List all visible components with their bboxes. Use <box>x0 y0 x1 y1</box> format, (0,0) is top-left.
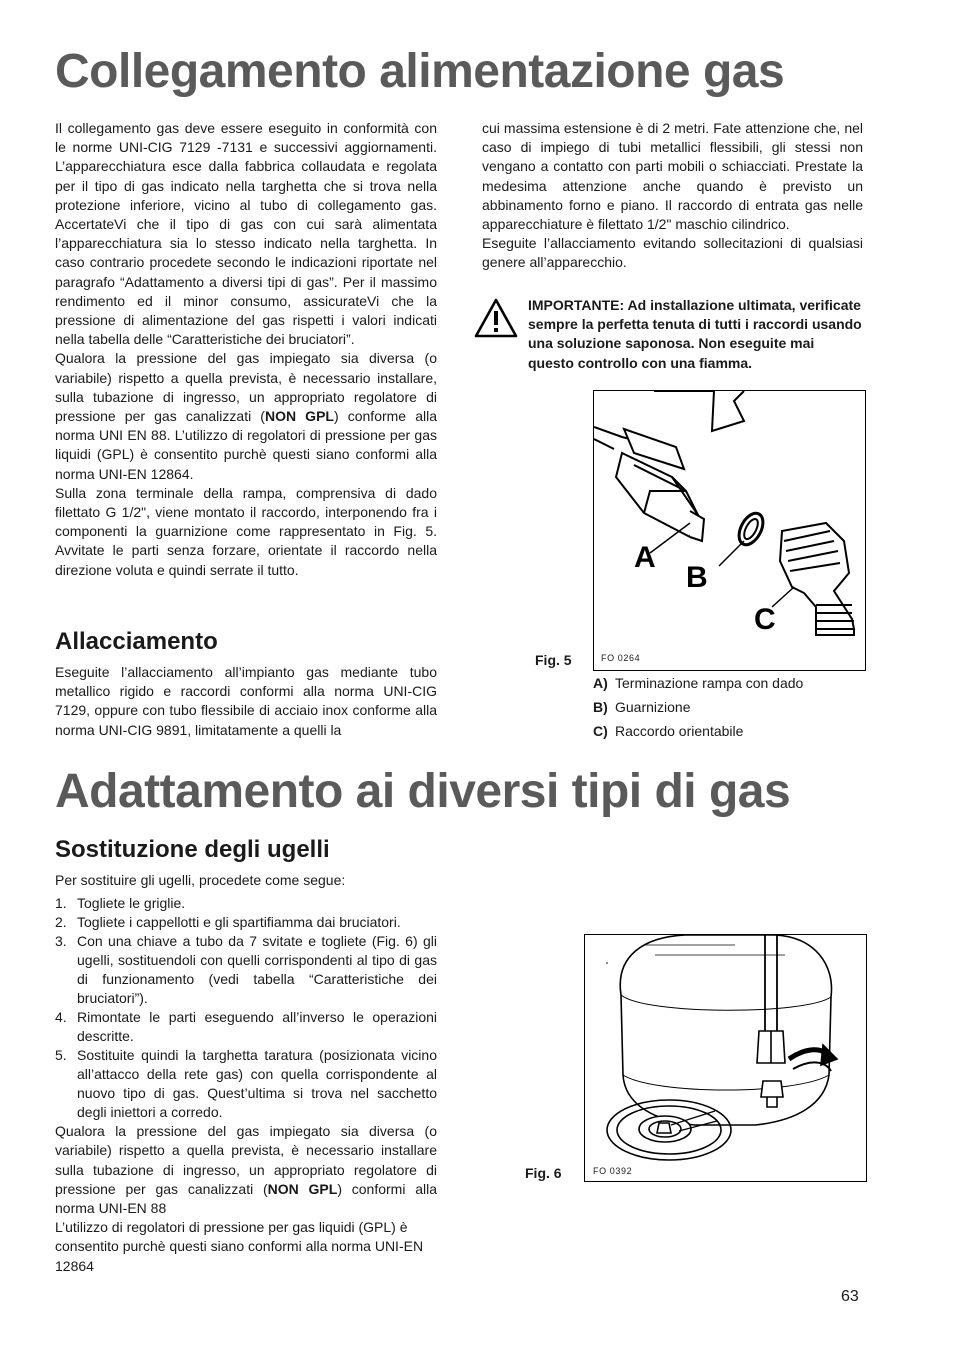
section-title-gas-connection: Collegamento alimentazione gas <box>55 45 785 98</box>
list-item: 5. Sostituite quindi la targhetta taratura (posizionata vicino all’attacco della rete gas) con quella corrispondente al nuovo tipo di gas. Quest’ultima si trova nel sacchetto degli iniettori a corredo. <box>55 1047 437 1121</box>
list-item: 3. Con una chiave a tubo da 7 svitate e togliete (Fig. 6) gli ugelli, sostituendoli con quelli corrispondenti al tipo di gas di funzionamento (vedi tabella “Caratteristiche dei bruciatori”). <box>55 933 437 1007</box>
list-item: 1. Togliete le griglie. <box>55 895 186 912</box>
paragraph-flex-hose: cui massima estensione è di 2 metri. Fate attenzione che, nel caso di impiego di tubi metallici flessibili, gli stessi non vengano a contatto con parti mobili o schiacciati. Prestate la medesima attenzione anche quando è previsto un abbinamento forno e piano. Il raccordo di entrata gas nelle apparecchiature è filettato 1/2" maschio cilindrico. <box>482 120 863 233</box>
page-number: 63 <box>841 1288 859 1305</box>
legend-item: B) Guarnizione <box>593 699 691 715</box>
legend-item: C) Raccordo orientabile <box>593 723 744 739</box>
subsection-title-nozzles: Sostituzione degli ugelli <box>55 836 330 863</box>
figure-6 <box>584 934 867 1182</box>
paragraph-allacciamento: Eseguite l’allacciamento all’impianto gas mediante tubo metallico rigido e raccordi conformi alla norma UNI-CIG 7129, oppure con tubo flessibile di acciaio inox conforme alla norma UNI-CIG 9891, limitatamente a quelli la <box>55 664 437 738</box>
paragraph-gpl: L’utilizzo di regolatori di pressione per gas liquidi (GPL) è consentito purchè questi siano conformi alla norma UNI-EN 12864 <box>55 1219 424 1274</box>
legend-item: A) Terminazione rampa con dado <box>593 675 804 691</box>
allacciamento-body <box>55 663 437 740</box>
nozzle-removal-illustration <box>585 935 866 1181</box>
steps-list <box>55 894 437 1122</box>
warning-text: IMPORTANTE: Ad installazione ultimata, verificate sempre la perfetta tenuta di tutti i raccordi usando una soluzione saponosa. Non eseguite mai questo controllo con una fiamma. <box>528 297 862 371</box>
left-column <box>55 119 437 580</box>
fig5-part-c: C <box>754 603 776 636</box>
section-title-gas-adaptation: Adattamento ai diversi tipi di gas <box>55 765 791 818</box>
figure-5 <box>593 390 866 671</box>
gas-fitting-illustration <box>594 391 865 670</box>
right-column <box>482 119 863 273</box>
paragraph-nozzles-intro: Per sostituire gli ugelli, procedete come segue: <box>55 872 346 888</box>
fig5-part-a: A <box>634 541 656 574</box>
list-item: 2. Togliete i cappellotti e gli spartifiamma dai bruciatori. <box>55 914 401 931</box>
list-item: 4. Rimontate le parti eseguendo all’inverso le operazioni descritte. <box>55 1009 437 1045</box>
fig6-label: Fig. 6 <box>525 1165 562 1181</box>
fig5-legend <box>593 671 803 743</box>
nozzles-body <box>55 871 437 1276</box>
fig5-code: FO 0264 <box>601 653 641 663</box>
fig6-code: FO 0392 <box>593 1166 633 1176</box>
subsection-title-allacciamento: Allacciamento <box>55 628 218 655</box>
paragraph-intro: Il collegamento gas deve essere eseguito in conformità con le norme UNI-CIG 7129 -7131 e successivi aggiornamenti. L’apparecchiatura esce dalla fabbrica collaudata e regolata per il tipo di gas indicato nella targhetta che si trova nella protezione inferiore, vicino al tubo di collegamento gas. AccertateVi che il tipo di gas con cui sarà alimentata l’apparecchiatura sia lo stesso indicato nella targhetta. In caso contrario procedete secondo le indicazioni riportate nel paragrafo “Adattamento a diversi tipi di gas”. Per il massimo rendimento ed il minor consumo, assicurateVi che la pressione di alimentazione del gas rispetti i valori indicati nella tabella delle “Caratteristiche dei bruciatori”. <box>55 120 437 348</box>
paragraph-pressure: Qualora la pressione del gas impiegato sia diversa (o variabile) rispetto a quella prevista, è necessario installare, sulla tubazione di ingresso, un appropriato regolatore di pressione per gas canalizzati (NON GPL) conforme alla norma UNI EN 88. L’utilizzo di regolatori di pressione per gas liquidi (GPL) è consentito purchè questi siano conformi alla norma UNI-EN 12864. <box>55 350 437 482</box>
fig5-part-b: B <box>686 561 708 594</box>
paragraph-pressure-2: Qualora la pressione del gas impiegato sia diversa (o variabile) rispetto a quella prevista, è necessario installare sulla tubazione di ingresso, un appropriato regolatore di pressione per gas canalizzati (NON GPL) conformi alla norma UNI-EN 88 <box>55 1123 437 1217</box>
paragraph-stress: Eseguite l’allacciamento evitando sollecitazioni di qualsiasi genere all’apparecchio. <box>482 235 863 271</box>
warning-triangle-icon <box>474 298 518 338</box>
fig5-label: Fig. 5 <box>535 652 572 668</box>
paragraph-ramp: Sulla zona terminale della rampa, comprensiva di dado filettato G 1/2", viene montato il raccordo, interponendo fra i componenti la guarnizione come rappresentato in Fig. 5. Avvitate le parti senza forzare, orientate il raccordo nella direzione voluta e quindi serrate il tutto. <box>55 484 437 578</box>
